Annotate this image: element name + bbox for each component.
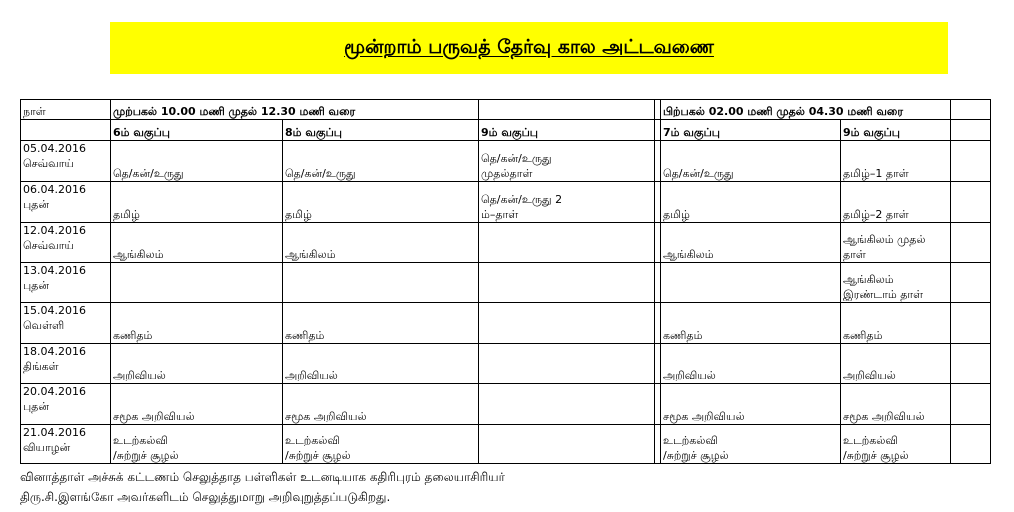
table-row	[21, 223, 991, 263]
table-row	[21, 344, 991, 384]
afternoon-session-label: பிற்பகல் 02.00 மணி முதல் 04.30 மணி வரை	[661, 100, 951, 120]
date: 18.04.2016	[23, 345, 86, 358]
class-7-subject: தெ/கன்/உருது	[661, 141, 841, 182]
date-cell	[21, 344, 111, 384]
day: புதன்	[23, 198, 50, 211]
empty-cell	[951, 223, 991, 263]
class-9-subject	[479, 223, 655, 263]
empty-cell	[951, 384, 991, 425]
table-row	[21, 263, 991, 303]
footer-line-2: திரு.சி.இளங்கோ அவர்களிடம் செலுத்துமாறு அறிவுறுத்தப்படுகிறது.	[20, 490, 391, 504]
date: 12.04.2016	[23, 224, 86, 237]
empty-cell	[951, 100, 991, 120]
empty-cell	[951, 344, 991, 384]
empty-cell	[21, 120, 111, 141]
date-cell	[21, 223, 111, 263]
exam-timetable	[20, 99, 991, 464]
class-9-subject: தெ/கன்/உருது 2 ம்–தாள்	[479, 182, 655, 223]
empty-cell	[951, 263, 991, 303]
empty-cell	[479, 100, 655, 120]
class-6-subject: தெ/கன்/உருது	[111, 141, 283, 182]
class-8-subject: தமிழ்	[283, 182, 479, 223]
class-9b-subject: கணிதம்	[841, 303, 951, 344]
empty-cell	[951, 182, 991, 223]
class-9b-subject: தமிழ்–2 தாள்	[841, 182, 951, 223]
class-6-subject: உடற்கல்வி /சுற்றுச் சூழல்	[111, 425, 283, 464]
footer-line-1: வினாத்தாள் அச்சுக் கட்டணம் செலுத்தாத பள்ளிகள் உடனடியாக கதிரிபுரம் தலையாசிரியர்	[20, 470, 505, 484]
session-header-row	[21, 100, 991, 120]
class-9-subject	[479, 263, 655, 303]
class-7-subject: கணிதம்	[661, 303, 841, 344]
empty-cell	[951, 303, 991, 344]
date: 13.04.2016	[23, 264, 86, 277]
class-9-subject	[479, 303, 655, 344]
class-9b-subject: அறிவியல்	[841, 344, 951, 384]
date-cell	[21, 303, 111, 344]
class-6-subject: சமூக அறிவியல்	[111, 384, 283, 425]
date-cell	[21, 182, 111, 223]
morning-session-label: முற்பகல் 10.00 மணி முதல் 12.30 மணி வரை	[111, 100, 479, 120]
class-9-subject	[479, 425, 655, 464]
table-row	[21, 384, 991, 425]
table-row	[21, 303, 991, 344]
class-6-subject: ஆங்கிலம்	[111, 223, 283, 263]
class-6-header: 6ம் வகுப்பு	[111, 120, 283, 141]
class-8-header: 8ம் வகுப்பு	[283, 120, 479, 141]
day: புதன்	[23, 400, 50, 413]
class-9b-subject: ஆங்கிலம் இரண்டாம் தாள்	[841, 263, 951, 303]
table-row	[21, 425, 991, 464]
class-6-subject: கணிதம்	[111, 303, 283, 344]
class-7-subject: ஆங்கிலம்	[661, 223, 841, 263]
class-7-subject: அறிவியல்	[661, 344, 841, 384]
class-9b-subject: ஆங்கிலம் முதல் தாள்	[841, 223, 951, 263]
class-9-subject	[479, 344, 655, 384]
empty-cell	[951, 141, 991, 182]
date-cell	[21, 263, 111, 303]
class-7-subject: தமிழ்	[661, 182, 841, 223]
class-7-subject	[661, 263, 841, 303]
class-8-subject: அறிவியல்	[283, 344, 479, 384]
class-6-subject	[111, 263, 283, 303]
class-9-subject: தெ/கன்/உருது முதல்தாள்	[479, 141, 655, 182]
date-cell	[21, 141, 111, 182]
class-8-subject: சமூக அறிவியல்	[283, 384, 479, 425]
class-7-header: 7ம் வகுப்பு	[661, 120, 841, 141]
date: 05.04.2016	[23, 142, 86, 155]
day: செவ்வாய்	[23, 157, 74, 170]
date: 15.04.2016	[23, 304, 86, 317]
class-8-subject: கணிதம்	[283, 303, 479, 344]
date: 20.04.2016	[23, 385, 86, 398]
table-row	[21, 141, 991, 182]
class-8-subject	[283, 263, 479, 303]
class-8-subject: ஆங்கிலம்	[283, 223, 479, 263]
empty-cell	[951, 425, 991, 464]
class-6-subject: தமிழ்	[111, 182, 283, 223]
date-cell	[21, 384, 111, 425]
page-title: மூன்றாம் பருவத் தேர்வு கால அட்டவணை	[344, 35, 714, 58]
footer-note	[20, 467, 990, 507]
class-7-subject: சமூக அறிவியல்	[661, 384, 841, 425]
class-8-subject: உடற்கல்வி /சுற்றுச் சூழல்	[283, 425, 479, 464]
class-9b-subject: சமூக அறிவியல்	[841, 384, 951, 425]
date: 21.04.2016	[23, 426, 86, 439]
date-cell	[21, 425, 111, 464]
day: திங்கள்	[23, 360, 59, 373]
day: வெள்ளி	[23, 319, 65, 332]
day: செவ்வாய்	[23, 239, 74, 252]
date-label: நாள்	[21, 100, 111, 120]
title-banner	[110, 22, 948, 74]
class-9b-header: 9ம் வகுப்பு	[841, 120, 951, 141]
class-header-row	[21, 120, 991, 141]
class-9b-subject: உடற்கல்வி /சுற்றுச் சூழல்	[841, 425, 951, 464]
table-row	[21, 182, 991, 223]
class-6-subject: அறிவியல்	[111, 344, 283, 384]
empty-cell	[951, 120, 991, 141]
day: வியாழன்	[23, 441, 71, 454]
class-9b-subject: தமிழ்–1 தாள்	[841, 141, 951, 182]
class-8-subject: தெ/கன்/உருது	[283, 141, 479, 182]
date: 06.04.2016	[23, 183, 86, 196]
day: புதன்	[23, 279, 50, 292]
class-9-header: 9ம் வகுப்பு	[479, 120, 655, 141]
class-7-subject: உடற்கல்வி /சுற்றுச் சூழல்	[661, 425, 841, 464]
class-9-subject	[479, 384, 655, 425]
